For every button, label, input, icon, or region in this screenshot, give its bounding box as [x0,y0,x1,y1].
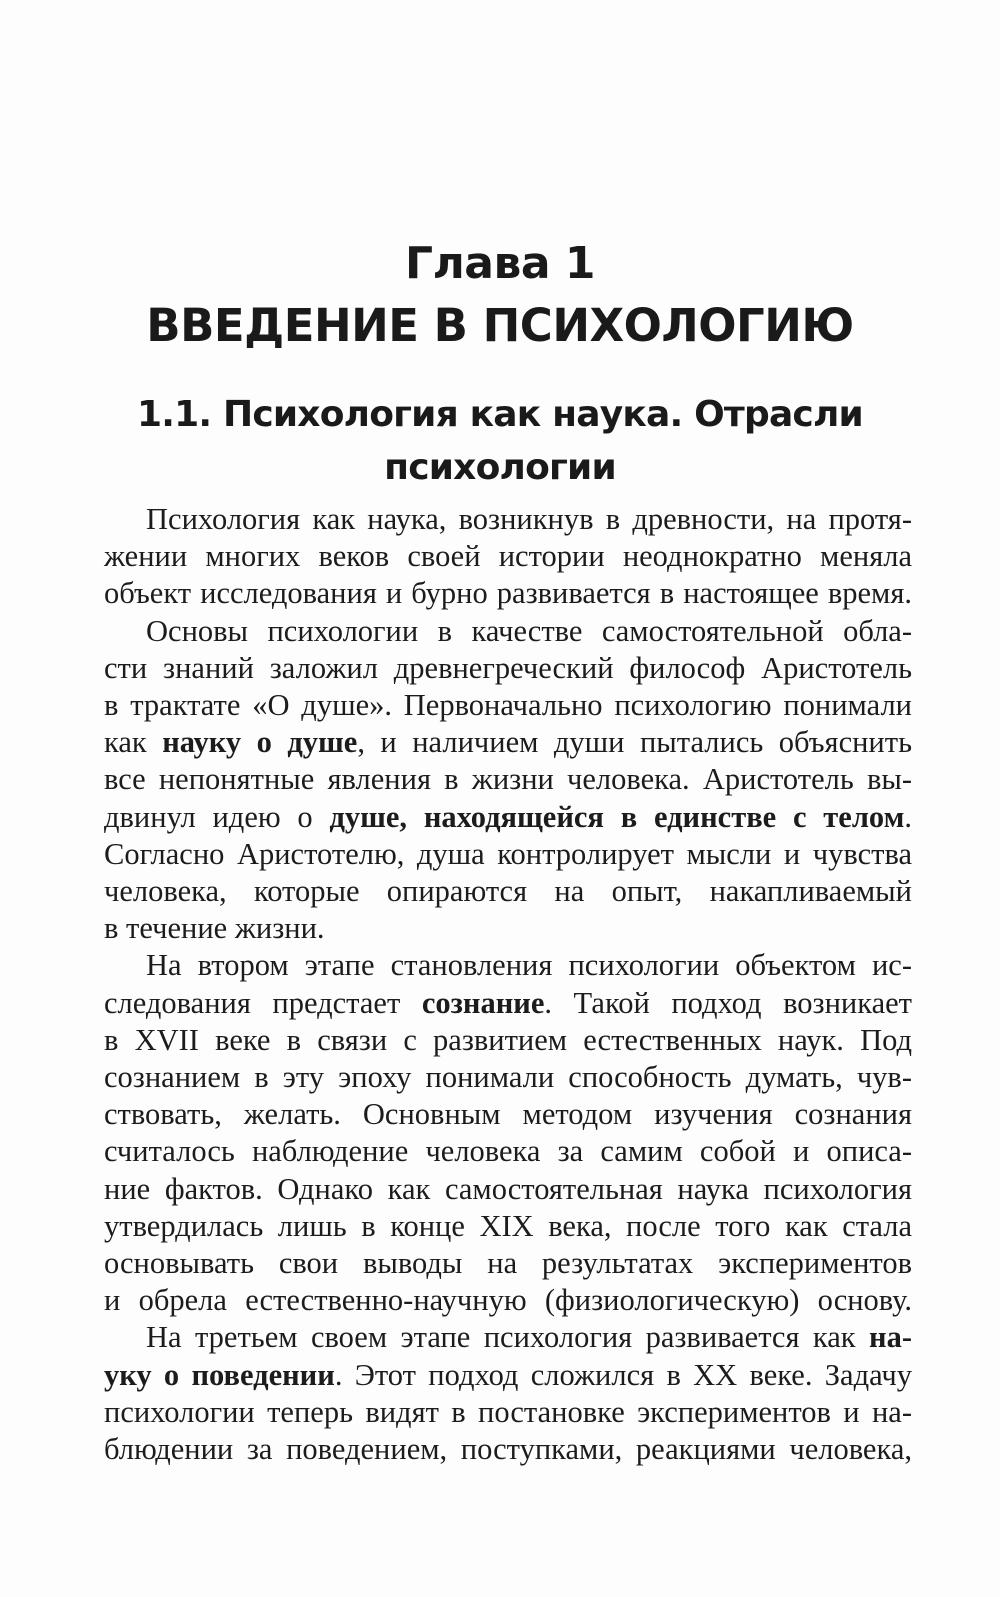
text-line: в течение жизни. [104,911,325,946]
text-run: . [904,799,912,834]
text-line: блюдении за поведением, поступками, реакциями человека, [104,1432,912,1467]
text-run: следования предстает [104,985,422,1020]
chapter-number: Глава 1 [405,238,595,289]
text-run: двинул идею о [104,799,330,834]
paragraph-3 [104,947,912,1319]
text-line [104,724,912,761]
text-run: , и наличием души пытались объяснить [357,725,912,760]
text-line: считалось наблюдение человека за самим собой и описа- [104,1134,912,1169]
chapter-title: ВВЕДЕНИЕ В ПСИХОЛОГИЮ [146,299,854,352]
text-line: сти знаний заложил древнегреческий философ Аристотель [104,650,912,685]
text-line: Основы психологии в качестве самостоятельной обла- [146,613,912,648]
text-line: объект исследования и бурно развивается в настоящее время. [104,576,912,611]
text-run: . Этот подход сложился в XX веке. Задачу [334,1357,912,1392]
text-run: На третьем своем этапе психология развивается как [146,1320,870,1355]
text-line: основывать свои выводы на результатах экспериментов [104,1246,912,1281]
text-run: . Такой подход возникает [544,985,912,1020]
text-line: человека, которые опираются на опыт, накапливаемый [104,874,912,909]
text-line [104,799,912,836]
text-line [104,985,912,1022]
bold-term-behavior-part2: уку о поведении [104,1357,335,1392]
text-line: ние фактов. Однако как самостоятельная наука психология [104,1171,912,1206]
text-line: Психология как наука, возникнув в древности, на протя- [146,502,912,536]
text-line: в трактате «О душе». Первоначально психологию понимали [104,688,912,723]
text-line: в XVII веке в связи с развитием естественных наук. Под [104,1022,912,1057]
paragraph-1 [104,501,912,613]
bold-term-soul-science: науку о душе [162,725,358,760]
text-line: ствовать, желать. Основным методом изучения сознания [104,1097,912,1132]
body-text [104,501,912,1468]
bold-term-behavior-part1: на- [869,1320,912,1355]
paragraph-4 [104,1319,912,1468]
text-line: утвердилась лишь в конце XIX века, после того как стала [104,1208,912,1243]
text-line: психологии теперь видят в постановке экспериментов и на- [104,1394,912,1429]
text-line [104,1357,912,1394]
text-line: Согласно Аристотелю, душа контролирует мысли и чувства [104,836,912,871]
text-line: жении многих веков своей истории неоднократно меняла [104,539,912,574]
text-line: сознанием в эту эпоху понимали способность думать, чув- [104,1060,912,1095]
text-run: как [104,725,163,760]
bold-term-soul-body: душе, находящейся в единстве с телом [329,799,905,834]
text-line: и обрела естественно-научную (физиологическую) основу. [104,1283,912,1318]
text-line [104,1319,912,1356]
paragraph-2 [104,613,912,948]
text-line: все непонятные явления в жизни человека. Аристотель вы- [104,762,912,797]
text-line: На втором этапе становления психологии объектом ис- [146,948,912,983]
bold-term-consciousness: сознание [421,985,545,1020]
section-title: 1.1. Психология как наука. Отрасли психологии [137,394,863,488]
